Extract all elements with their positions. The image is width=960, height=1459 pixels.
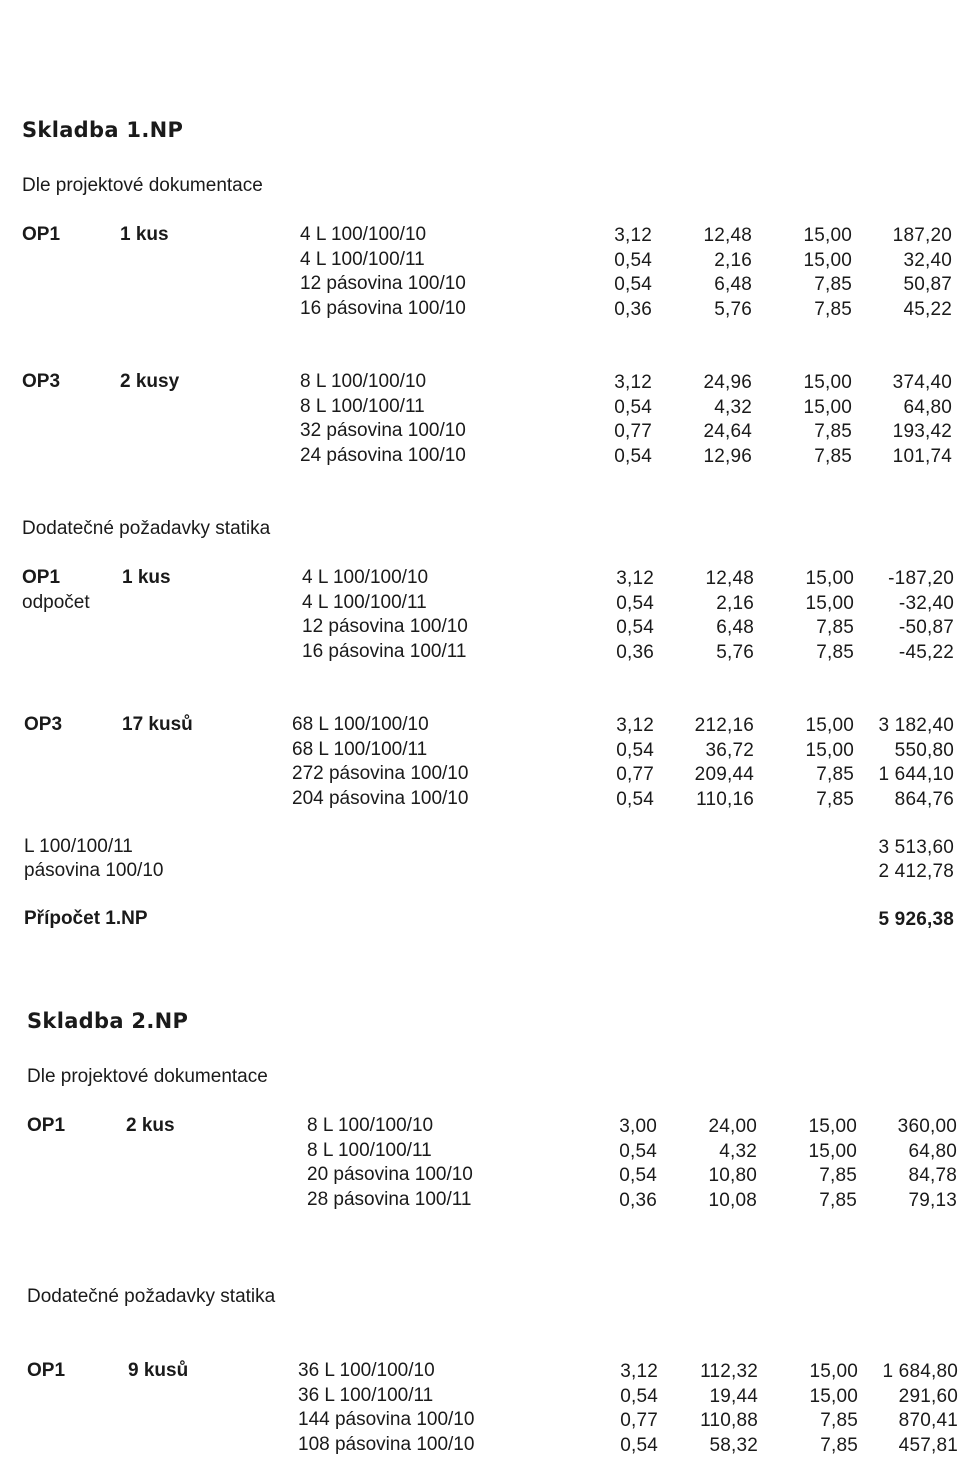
row-length: 0,54: [614, 445, 652, 467]
row-length: 0,54: [619, 1140, 657, 1162]
row-total-length: 4,32: [719, 1140, 757, 1162]
row-length: 3,12: [614, 372, 652, 393]
element-quantity: 17 kusů: [122, 714, 193, 735]
row-description: 36 L 100/100/11: [298, 1384, 434, 1406]
row-weight: 457,81: [898, 1434, 958, 1456]
row-description: 16 pásovina 100/11: [302, 640, 467, 662]
row-total-length: 5,76: [716, 641, 754, 663]
row-total-length: 58,32: [709, 1434, 758, 1456]
row-length: 0,77: [620, 1410, 658, 1431]
row-unit-weight: 15,00: [805, 592, 854, 614]
row-length: 0,77: [616, 764, 654, 785]
row-unit-weight: 7,85: [819, 1165, 857, 1186]
element-quantity: 1 kus: [122, 567, 171, 588]
row-total-length: 212,16: [694, 715, 754, 736]
row-unit-weight: 15,00: [805, 739, 854, 761]
sum-label: Přípočet 1.NP: [24, 908, 148, 929]
row-weight: -32,40: [898, 592, 954, 614]
row-total-length: 36,72: [705, 739, 754, 761]
row-total-length: 209,44: [694, 764, 754, 785]
row-total-length: 24,96: [703, 372, 752, 393]
row-weight: -187,20: [888, 568, 954, 589]
row-length: 0,54: [620, 1385, 658, 1407]
row-description: 32 pásovina 100/10: [300, 420, 466, 441]
row-description: 4 L 100/100/11: [300, 248, 425, 270]
row-unit-weight: 15,00: [808, 1140, 857, 1162]
row-weight: 360,00: [897, 1116, 957, 1137]
row-length: 0,54: [614, 396, 652, 418]
row-unit-weight: 7,85: [814, 421, 852, 442]
element-quantity: 1 kus: [120, 224, 169, 245]
section1-subtitle-extra: Dodatečné požadavky statika: [22, 518, 271, 539]
row-total-length: 19,44: [709, 1385, 758, 1407]
row-description: 108 pásovina 100/10: [298, 1433, 475, 1455]
row-description: 8 L 100/100/11: [307, 1139, 432, 1161]
row-weight: 374,40: [892, 372, 952, 393]
row-unit-weight: 15,00: [803, 225, 852, 246]
row-description: 8 L 100/100/10: [307, 1115, 434, 1136]
element-code: OP1: [22, 224, 61, 245]
row-total-length: 112,32: [700, 1361, 758, 1382]
row-unit-weight: 7,85: [816, 788, 854, 810]
row-description: 8 L 100/100/11: [300, 395, 425, 417]
row-length: 0,54: [616, 788, 654, 810]
row-description: 28 pásovina 100/11: [307, 1188, 472, 1210]
row-unit-weight: 15,00: [803, 372, 852, 393]
row-weight: 550,80: [894, 739, 954, 761]
element-code: OP3: [24, 714, 63, 735]
total-label-1: L 100/100/11: [24, 836, 133, 857]
row-unit-weight: 15,00: [809, 1385, 858, 1407]
row-length: 0,54: [616, 739, 654, 761]
row-unit-weight: 7,85: [816, 764, 854, 785]
section1-heading: Skladba 1.NP: [22, 118, 184, 142]
row-weight: -50,87: [898, 617, 954, 638]
row-weight: -45,22: [898, 641, 954, 663]
row-length: 0,54: [614, 249, 652, 271]
row-weight: 1 684,80: [882, 1361, 958, 1382]
row-unit-weight: 15,00: [805, 715, 854, 736]
row-length: 3,12: [616, 568, 654, 589]
row-weight: 64,80: [903, 396, 952, 418]
row-total-length: 12,96: [703, 445, 752, 467]
row-weight: 3 182,40: [878, 715, 954, 736]
element-quantity: 9 kusů: [128, 1360, 189, 1381]
element-code: OP1: [27, 1115, 66, 1136]
row-total-length: 6,48: [714, 274, 752, 295]
row-description: 4 L 100/100/10: [302, 567, 429, 588]
row-weight: 84,78: [908, 1165, 957, 1186]
row-total-length: 24,00: [708, 1116, 757, 1137]
row-unit-weight: 7,85: [820, 1434, 858, 1456]
row-unit-weight: 15,00: [808, 1116, 857, 1137]
row-unit-weight: 7,85: [816, 617, 854, 638]
row-length: 0,54: [620, 1434, 658, 1456]
row-description: 68 L 100/100/11: [292, 738, 428, 760]
row-total-length: 110,16: [696, 788, 754, 810]
row-unit-weight: 7,85: [814, 274, 852, 295]
row-weight: 79,13: [908, 1189, 957, 1211]
row-description: 20 pásovina 100/10: [307, 1164, 473, 1185]
row-description: 68 L 100/100/10: [292, 714, 429, 735]
element-note: odpočet: [22, 591, 90, 613]
row-description: 4 L 100/100/10: [300, 224, 427, 245]
row-length: 3,12: [614, 225, 652, 246]
row-unit-weight: 15,00: [809, 1361, 858, 1382]
row-length: 3,12: [620, 1361, 658, 1382]
row-total-length: 12,48: [703, 225, 752, 246]
row-total-length: 2,16: [714, 249, 752, 271]
row-unit-weight: 7,85: [819, 1189, 857, 1211]
row-length: 3,00: [619, 1116, 657, 1137]
element-code: OP1: [27, 1360, 66, 1381]
total-value-2: 2 412,78: [878, 861, 954, 882]
row-description: 204 pásovina 100/10: [292, 787, 469, 809]
row-unit-weight: 15,00: [805, 568, 854, 589]
row-weight: 32,40: [903, 249, 952, 271]
row-weight: 864,76: [894, 788, 954, 810]
row-length: 0,54: [619, 1165, 657, 1186]
row-weight: 50,87: [903, 274, 952, 295]
element-quantity: 2 kusy: [120, 371, 180, 392]
row-description: 36 L 100/100/10: [298, 1360, 435, 1381]
section2-subtitle-extra: Dodatečné požadavky statika: [27, 1286, 276, 1307]
row-description: 144 pásovina 100/10: [298, 1409, 475, 1430]
row-total-length: 10,08: [708, 1189, 757, 1211]
row-length: 0,36: [619, 1189, 657, 1211]
row-total-length: 4,32: [714, 396, 752, 418]
row-description: 24 pásovina 100/10: [300, 444, 466, 466]
row-weight: 1 644,10: [878, 764, 954, 785]
row-length: 0,77: [614, 421, 652, 442]
row-total-length: 110,88: [700, 1410, 758, 1431]
row-total-length: 5,76: [714, 298, 752, 320]
row-length: 0,54: [616, 617, 654, 638]
row-unit-weight: 15,00: [803, 249, 852, 271]
row-total-length: 24,64: [703, 421, 752, 442]
row-weight: 187,20: [892, 225, 952, 246]
row-length: 0,54: [614, 274, 652, 295]
total-label-2: pásovina 100/10: [24, 860, 164, 881]
row-description: 12 pásovina 100/10: [300, 273, 466, 294]
element-code: OP1: [22, 567, 61, 588]
row-weight: 291,60: [898, 1385, 958, 1407]
row-weight: 45,22: [903, 298, 952, 320]
row-total-length: 10,80: [708, 1165, 757, 1186]
row-weight: 101,74: [892, 445, 952, 467]
row-description: 272 pásovina 100/10: [292, 763, 469, 784]
row-length: 3,12: [616, 715, 654, 736]
section1-subtitle-project: Dle projektové dokumentace: [22, 175, 263, 196]
total-value-1: 3 513,60: [878, 837, 954, 858]
row-weight: 870,41: [898, 1410, 958, 1431]
row-weight: 64,80: [908, 1140, 957, 1162]
row-unit-weight: 7,85: [814, 445, 852, 467]
row-unit-weight: 15,00: [803, 396, 852, 418]
section2-heading: Skladba 2.NP: [27, 1009, 189, 1033]
element-quantity: 2 kus: [126, 1115, 175, 1136]
row-description: 4 L 100/100/11: [302, 591, 427, 613]
row-unit-weight: 7,85: [816, 641, 854, 663]
row-total-length: 12,48: [705, 568, 754, 589]
row-weight: 193,42: [892, 421, 952, 442]
element-code: OP3: [22, 371, 61, 392]
row-length: 0,54: [616, 592, 654, 614]
section2-subtitle-project: Dle projektové dokumentace: [27, 1066, 268, 1087]
row-unit-weight: 7,85: [814, 298, 852, 320]
sum-value: 5 926,38: [878, 909, 954, 930]
row-description: 16 pásovina 100/10: [300, 297, 466, 319]
row-length: 0,36: [614, 298, 652, 320]
row-total-length: 6,48: [716, 617, 754, 638]
row-description: 12 pásovina 100/10: [302, 616, 468, 637]
row-total-length: 2,16: [716, 592, 754, 614]
row-unit-weight: 7,85: [820, 1410, 858, 1431]
row-description: 8 L 100/100/10: [300, 371, 427, 392]
row-length: 0,36: [616, 641, 654, 663]
